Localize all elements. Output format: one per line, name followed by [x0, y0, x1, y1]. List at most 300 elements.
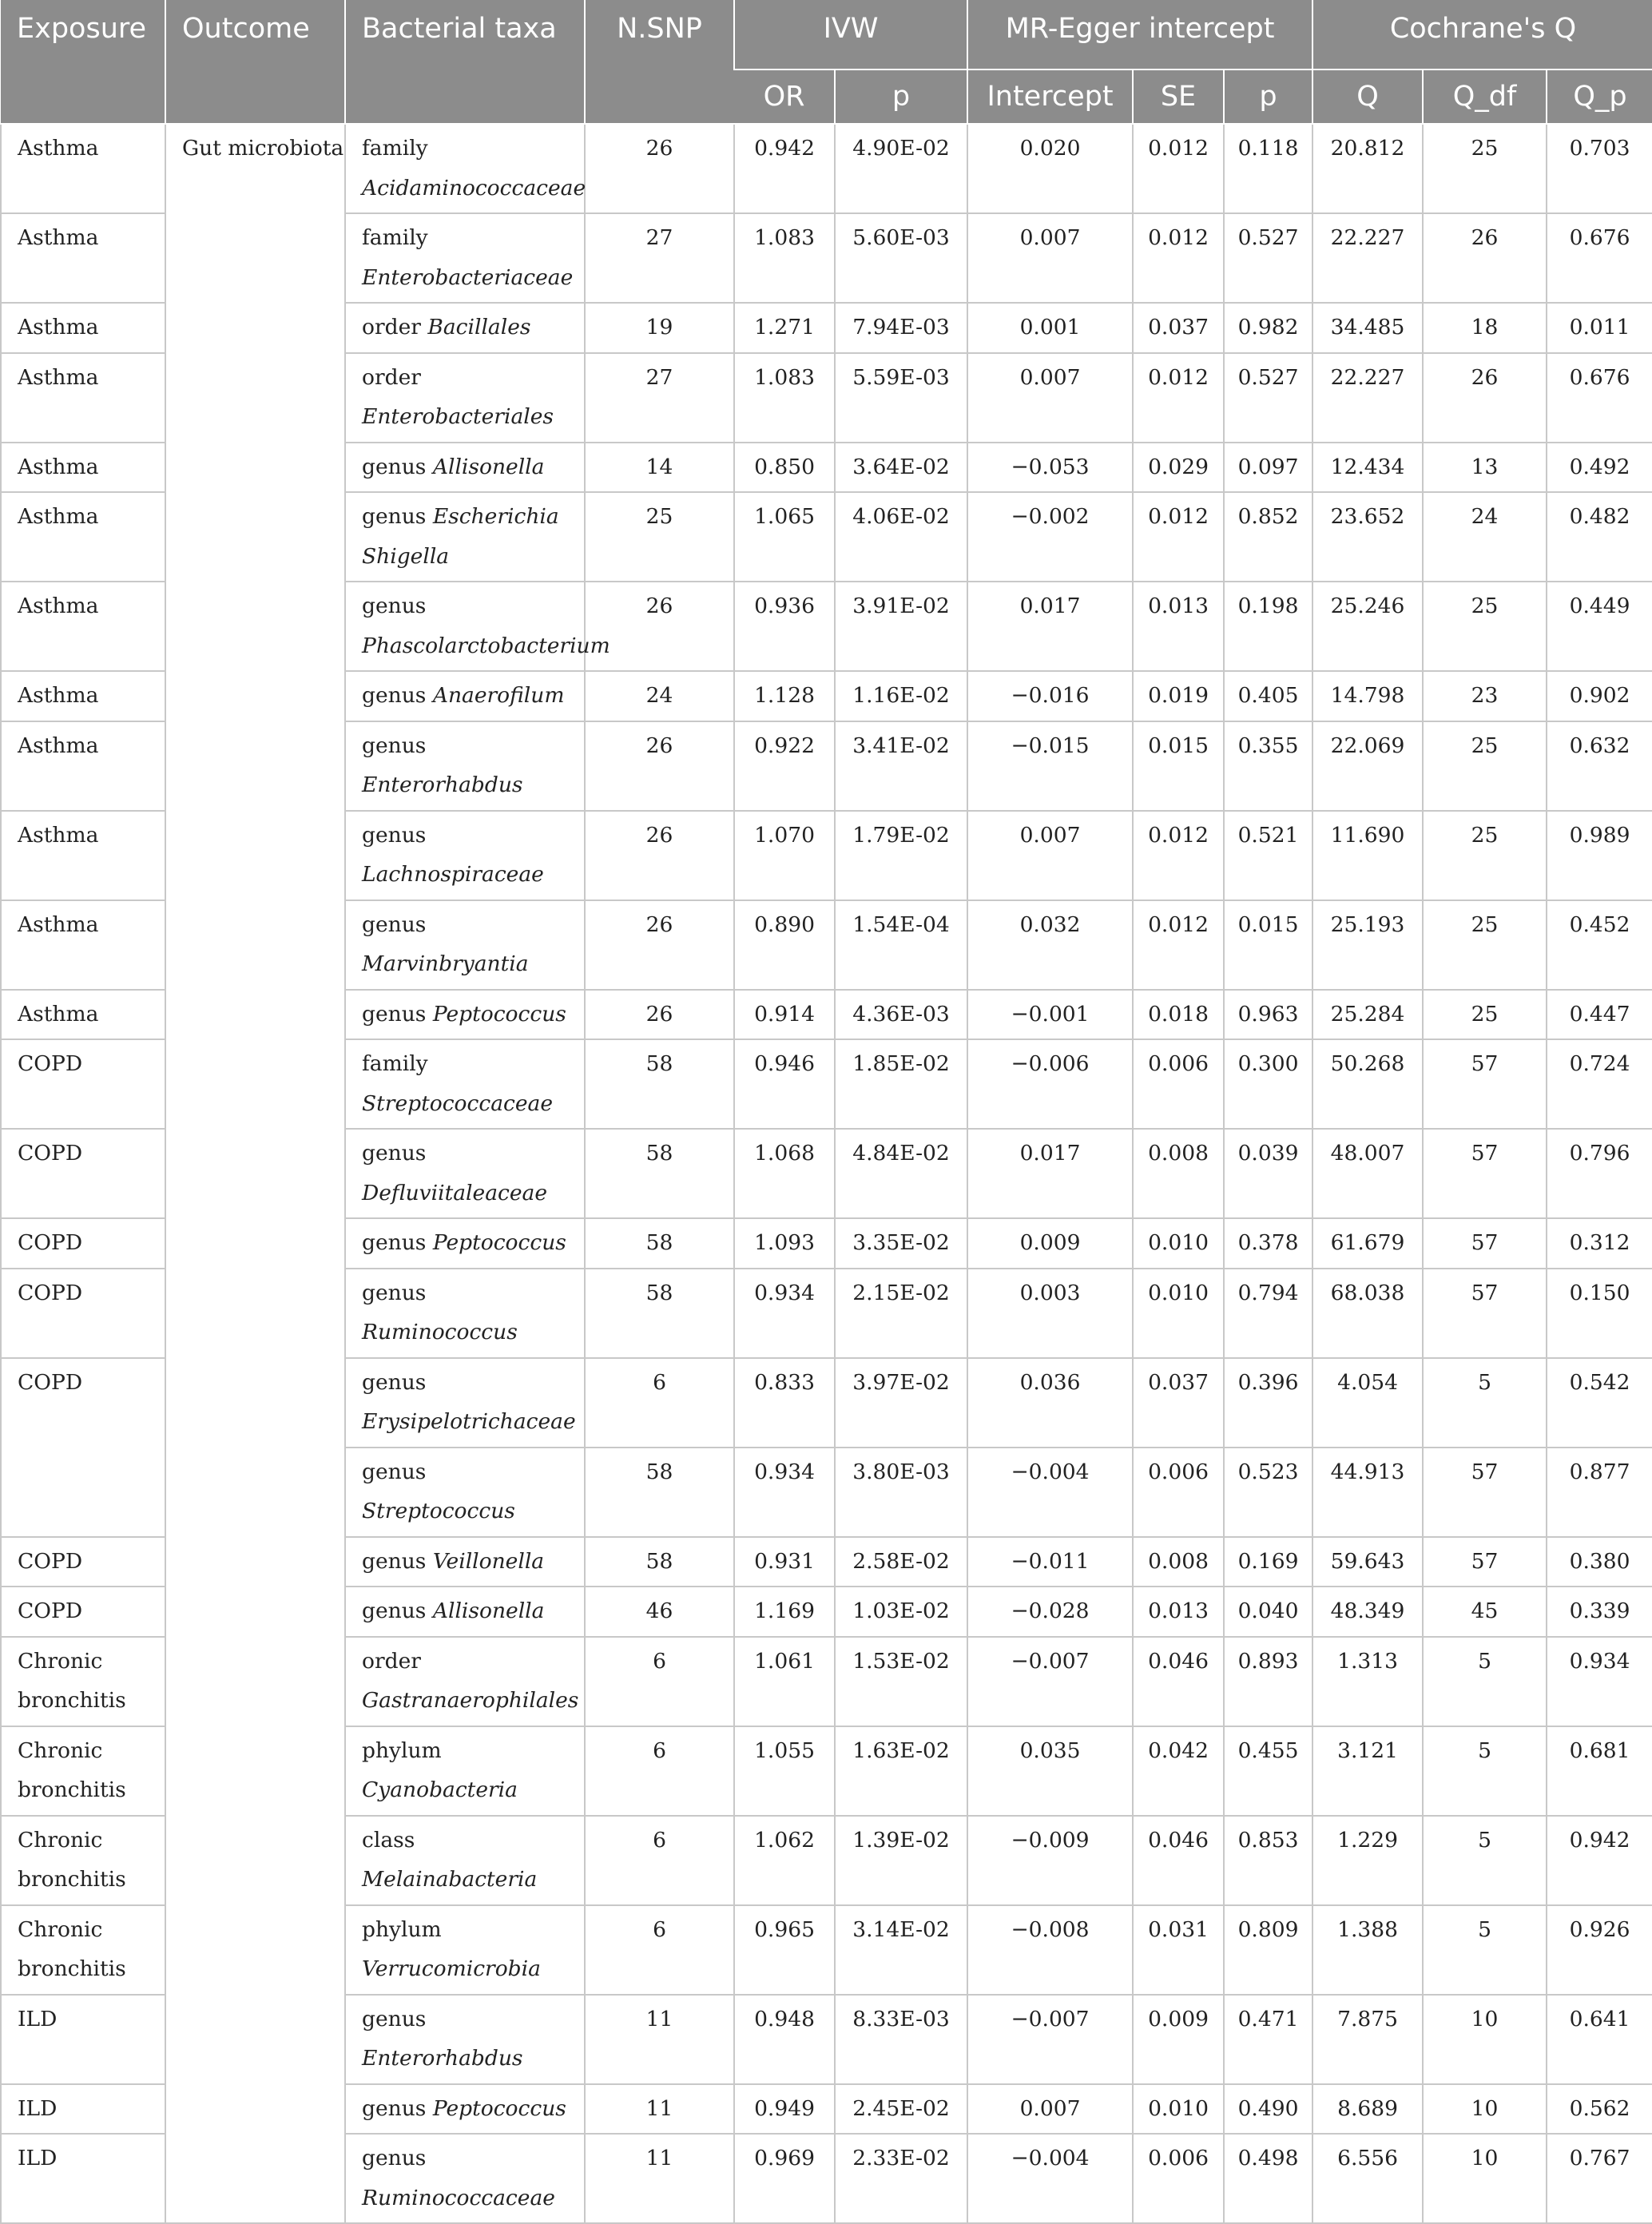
- ivw-p-cell: 2.45E-02: [835, 2084, 967, 2135]
- n-snp-cell: 6: [585, 1726, 734, 1816]
- ivw-p-cell: 4.90E-02: [835, 124, 967, 213]
- egger-p-cell: 0.527: [1224, 353, 1312, 443]
- q-p-cell: 0.011: [1547, 303, 1652, 353]
- ivw-p-cell: 1.39E-02: [835, 1816, 967, 1905]
- q-df-cell: 25: [1423, 721, 1547, 811]
- q-p-cell: 0.989: [1547, 811, 1652, 900]
- exposure-cell: COPD: [1, 1537, 165, 1587]
- intercept-cell: 0.035: [967, 1726, 1133, 1816]
- q-cell: 22.069: [1312, 721, 1423, 811]
- q-cell: 44.913: [1312, 1448, 1423, 1537]
- egger-p-cell: 0.809: [1224, 1905, 1312, 1995]
- taxon-rank: genus: [362, 1001, 427, 1027]
- q-df-cell: 5: [1423, 1816, 1547, 1905]
- or-cell: 1.093: [734, 1218, 835, 1269]
- se-cell: 0.046: [1133, 1816, 1224, 1905]
- taxon-name: Veillonella: [432, 1548, 545, 1574]
- intercept-cell: 0.007: [967, 811, 1133, 900]
- se-cell: 0.015: [1133, 721, 1224, 811]
- se-cell: 0.012: [1133, 124, 1224, 213]
- taxa-cell: [345, 1218, 585, 1269]
- header-ivw: IVW: [734, 0, 967, 70]
- q-p-cell: 0.452: [1547, 900, 1652, 990]
- ivw-p-cell: 1.03E-02: [835, 1587, 967, 1637]
- q-p-cell: 0.447: [1547, 990, 1652, 1040]
- q-p-cell: 0.681: [1547, 1726, 1652, 1816]
- egger-p-cell: 0.355: [1224, 721, 1312, 811]
- q-p-cell: 0.312: [1547, 1218, 1652, 1269]
- taxon-name: Verrucomicrobia: [362, 1956, 541, 1981]
- header-q-df: Q_df: [1423, 70, 1547, 124]
- n-snp-cell: 27: [585, 213, 734, 303]
- taxon-name: Escherichia Shigella: [362, 504, 559, 569]
- ivw-p-cell: 4.06E-02: [835, 492, 967, 582]
- egger-p-cell: 0.893: [1224, 1637, 1312, 1726]
- or-cell: 1.055: [734, 1726, 835, 1816]
- q-df-cell: 13: [1423, 443, 1547, 493]
- q-p-cell: 0.796: [1547, 1129, 1652, 1218]
- ivw-p-cell: 1.53E-02: [835, 1637, 967, 1726]
- q-p-cell: 0.150: [1547, 1269, 1652, 1358]
- se-cell: 0.046: [1133, 1637, 1224, 1726]
- se-cell: 0.012: [1133, 811, 1224, 900]
- or-cell: 1.083: [734, 213, 835, 303]
- se-cell: 0.006: [1133, 1039, 1224, 1129]
- egger-p-cell: 0.039: [1224, 1129, 1312, 1218]
- ivw-p-cell: 1.54E-04: [835, 900, 967, 990]
- q-df-cell: 10: [1423, 1995, 1547, 2084]
- q-df-cell: 25: [1423, 990, 1547, 1040]
- se-cell: 0.019: [1133, 671, 1224, 721]
- taxa-cell: [345, 1039, 585, 1129]
- or-cell: 0.922: [734, 721, 835, 811]
- exposure-cell: Chronic bronchitis: [1, 1726, 165, 1816]
- n-snp-cell: 11: [585, 1995, 734, 2084]
- taxa-cell: [345, 2134, 585, 2223]
- n-snp-cell: 26: [585, 811, 734, 900]
- exposure-cell: Asthma: [1, 900, 165, 990]
- se-cell: 0.010: [1133, 2084, 1224, 2135]
- header-n-snp: N.SNP: [585, 0, 734, 124]
- q-p-cell: 0.877: [1547, 1448, 1652, 1537]
- or-cell: 0.936: [734, 582, 835, 671]
- n-snp-cell: 26: [585, 990, 734, 1040]
- taxa-cell: [345, 990, 585, 1040]
- q-cell: 1.313: [1312, 1637, 1423, 1726]
- n-snp-cell: 26: [585, 582, 734, 671]
- header-mr-egger: MR-Egger intercept: [967, 0, 1312, 70]
- or-cell: 1.128: [734, 671, 835, 721]
- n-snp-cell: 6: [585, 1816, 734, 1905]
- q-cell: 1.388: [1312, 1905, 1423, 1995]
- exposure-cell: Asthma: [1, 303, 165, 353]
- q-df-cell: 25: [1423, 900, 1547, 990]
- q-cell: 3.121: [1312, 1726, 1423, 1816]
- egger-p-cell: 0.523: [1224, 1448, 1312, 1537]
- exposure-cell: COPD: [1, 1039, 165, 1129]
- intercept-cell: −0.006: [967, 1039, 1133, 1129]
- exposure-cell: Asthma: [1, 811, 165, 900]
- egger-p-cell: 0.378: [1224, 1218, 1312, 1269]
- egger-p-cell: 0.498: [1224, 2134, 1312, 2223]
- q-df-cell: 23: [1423, 671, 1547, 721]
- se-cell: 0.042: [1133, 1726, 1224, 1816]
- egger-p-cell: 0.521: [1224, 811, 1312, 900]
- intercept-cell: −0.016: [967, 671, 1133, 721]
- or-cell: 1.061: [734, 1637, 835, 1726]
- egger-p-cell: 0.490: [1224, 2084, 1312, 2135]
- egger-p-cell: 0.097: [1224, 443, 1312, 493]
- q-p-cell: 0.339: [1547, 1587, 1652, 1637]
- q-p-cell: 0.380: [1547, 1537, 1652, 1587]
- taxa-cell: [345, 1816, 585, 1905]
- taxon-rank: family: [362, 225, 428, 250]
- intercept-cell: 0.017: [967, 1129, 1133, 1218]
- taxon-rank: class: [362, 1827, 415, 1853]
- taxon-rank: order: [362, 364, 421, 390]
- q-df-cell: 10: [1423, 2084, 1547, 2135]
- exposure-cell: COPD: [1, 1358, 165, 1537]
- q-cell: 1.229: [1312, 1816, 1423, 1905]
- q-df-cell: 10: [1423, 2134, 1547, 2223]
- n-snp-cell: 24: [585, 671, 734, 721]
- egger-p-cell: 0.118: [1224, 124, 1312, 213]
- egger-p-cell: 0.982: [1224, 303, 1312, 353]
- taxa-cell: [345, 1269, 585, 1358]
- taxon-rank: genus: [362, 683, 427, 708]
- egger-p-cell: 0.169: [1224, 1537, 1312, 1587]
- exposure-cell: Chronic bronchitis: [1, 1816, 165, 1905]
- header-egger-p: p: [1224, 70, 1312, 124]
- se-cell: 0.009: [1133, 1995, 1224, 2084]
- se-cell: 0.018: [1133, 990, 1224, 1040]
- or-cell: 0.890: [734, 900, 835, 990]
- q-p-cell: 0.492: [1547, 443, 1652, 493]
- or-cell: 1.062: [734, 1816, 835, 1905]
- or-cell: 0.965: [734, 1905, 835, 1995]
- exposure-cell: Asthma: [1, 492, 165, 582]
- q-p-cell: 0.926: [1547, 1905, 1652, 1995]
- taxa-cell: [345, 1587, 585, 1637]
- or-cell: 1.083: [734, 353, 835, 443]
- q-cell: 25.284: [1312, 990, 1423, 1040]
- taxa-cell: [345, 443, 585, 493]
- se-cell: 0.008: [1133, 1537, 1224, 1587]
- taxon-name: Enterobacteriaceae: [362, 264, 574, 290]
- ivw-p-cell: 3.91E-02: [835, 582, 967, 671]
- intercept-cell: 0.009: [967, 1218, 1133, 1269]
- egger-p-cell: 0.300: [1224, 1039, 1312, 1129]
- n-snp-cell: 58: [585, 1537, 734, 1587]
- taxa-cell: [345, 1129, 585, 1218]
- or-cell: 0.934: [734, 1269, 835, 1358]
- ivw-p-cell: 5.59E-03: [835, 353, 967, 443]
- taxon-name: Marvinbryantia: [362, 951, 529, 976]
- ivw-p-cell: 3.41E-02: [835, 721, 967, 811]
- se-cell: 0.008: [1133, 1129, 1224, 1218]
- n-snp-cell: 11: [585, 2134, 734, 2223]
- egger-p-cell: 0.963: [1224, 990, 1312, 1040]
- q-cell: 48.349: [1312, 1587, 1423, 1637]
- header-q: Q: [1312, 70, 1423, 124]
- q-cell: 12.434: [1312, 443, 1423, 493]
- taxa-cell: [345, 1537, 585, 1587]
- taxon-name: Melainabacteria: [362, 1867, 538, 1892]
- q-p-cell: 0.542: [1547, 1358, 1652, 1448]
- n-snp-cell: 58: [585, 1129, 734, 1218]
- n-snp-cell: 58: [585, 1448, 734, 1537]
- ivw-p-cell: 1.79E-02: [835, 811, 967, 900]
- taxon-name: Ruminococcus: [362, 1320, 518, 1344]
- q-df-cell: 24: [1423, 492, 1547, 582]
- q-df-cell: 5: [1423, 1637, 1547, 1726]
- q-p-cell: 0.902: [1547, 671, 1652, 721]
- table-header: [1, 0, 1652, 124]
- taxon-rank: genus: [362, 504, 427, 529]
- ivw-p-cell: 8.33E-03: [835, 1995, 967, 2084]
- egger-p-cell: 0.015: [1224, 900, 1312, 990]
- intercept-cell: −0.007: [967, 1637, 1133, 1726]
- egger-p-cell: 0.040: [1224, 1587, 1312, 1637]
- ivw-p-cell: 1.85E-02: [835, 1039, 967, 1129]
- n-snp-cell: 46: [585, 1587, 734, 1637]
- ivw-p-cell: 5.60E-03: [835, 213, 967, 303]
- intercept-cell: 0.017: [967, 582, 1133, 671]
- exposure-cell: ILD: [1, 2134, 165, 2223]
- exposure-cell: Chronic bronchitis: [1, 1905, 165, 1995]
- intercept-cell: 0.036: [967, 1358, 1133, 1448]
- taxon-rank: order: [362, 315, 421, 340]
- taxon-name: Peptococcus: [432, 2095, 566, 2121]
- q-p-cell: 0.562: [1547, 2084, 1652, 2135]
- taxon-name: Peptococcus: [432, 1230, 566, 1255]
- q-df-cell: 26: [1423, 213, 1547, 303]
- taxon-rank: phylum: [362, 1738, 442, 1763]
- q-cell: 34.485: [1312, 303, 1423, 353]
- q-df-cell: 18: [1423, 303, 1547, 353]
- or-cell: 1.065: [734, 492, 835, 582]
- taxon-rank: genus: [362, 1280, 427, 1305]
- taxon-rank: genus: [362, 2146, 427, 2170]
- taxon-name: Erysipelotrichaceae: [362, 1409, 576, 1434]
- or-cell: 0.946: [734, 1039, 835, 1129]
- taxa-cell: [345, 811, 585, 900]
- se-cell: 0.031: [1133, 1905, 1224, 1995]
- n-snp-cell: 6: [585, 1905, 734, 1995]
- taxon-rank: genus: [362, 1230, 427, 1255]
- or-cell: 1.068: [734, 1129, 835, 1218]
- taxon-name: Phascolarctobacterium: [362, 633, 610, 658]
- se-cell: 0.010: [1133, 1218, 1224, 1269]
- exposure-cell: Asthma: [1, 124, 165, 213]
- intercept-cell: −0.028: [967, 1587, 1133, 1637]
- taxa-cell: [345, 1637, 585, 1726]
- q-df-cell: 57: [1423, 1448, 1547, 1537]
- or-cell: 1.070: [734, 811, 835, 900]
- exposure-cell: Asthma: [1, 671, 165, 721]
- taxa-cell: [345, 1726, 585, 1816]
- q-df-cell: 45: [1423, 1587, 1547, 1637]
- header-bacterial-taxa: Bacterial taxa: [345, 0, 585, 124]
- taxa-cell: [345, 124, 585, 213]
- taxon-rank: genus: [362, 1598, 427, 1623]
- header-se: SE: [1133, 70, 1224, 124]
- taxon-name: Bacillales: [427, 315, 531, 340]
- intercept-cell: −0.001: [967, 990, 1133, 1040]
- intercept-cell: 0.020: [967, 124, 1133, 213]
- q-p-cell: 0.482: [1547, 492, 1652, 582]
- taxon-name: Anaerofilum: [432, 683, 565, 708]
- exposure-cell: Asthma: [1, 582, 165, 671]
- q-cell: 4.054: [1312, 1358, 1423, 1448]
- taxa-cell: [345, 303, 585, 353]
- taxon-name: Gastranaerophilales: [362, 1688, 579, 1713]
- ivw-p-cell: 2.15E-02: [835, 1269, 967, 1358]
- taxon-rank: order: [362, 1648, 421, 1674]
- or-cell: 0.934: [734, 1448, 835, 1537]
- q-cell: 11.690: [1312, 811, 1423, 900]
- exposure-cell: COPD: [1, 1218, 165, 1269]
- q-cell: 61.679: [1312, 1218, 1423, 1269]
- ivw-p-cell: 7.94E-03: [835, 303, 967, 353]
- taxon-name: Enterorhabdus: [362, 2046, 523, 2071]
- q-df-cell: 5: [1423, 1358, 1547, 1448]
- q-cell: 50.268: [1312, 1039, 1423, 1129]
- taxa-cell: [345, 2084, 585, 2135]
- ivw-p-cell: 1.16E-02: [835, 671, 967, 721]
- egger-p-cell: 0.852: [1224, 492, 1312, 582]
- ivw-p-cell: 2.58E-02: [835, 1537, 967, 1587]
- n-snp-cell: 27: [585, 353, 734, 443]
- q-p-cell: 0.676: [1547, 353, 1652, 443]
- n-snp-cell: 25: [585, 492, 734, 582]
- q-p-cell: 0.632: [1547, 721, 1652, 811]
- taxon-rank: phylum: [362, 1916, 442, 1942]
- n-snp-cell: 11: [585, 2084, 734, 2135]
- se-cell: 0.037: [1133, 1358, 1224, 1448]
- q-df-cell: 25: [1423, 124, 1547, 213]
- ivw-p-cell: 3.35E-02: [835, 1218, 967, 1269]
- intercept-cell: −0.004: [967, 1448, 1133, 1537]
- q-p-cell: 0.703: [1547, 124, 1652, 213]
- taxon-name: Enterorhabdus: [362, 772, 523, 797]
- taxa-cell: [345, 721, 585, 811]
- intercept-cell: 0.007: [967, 213, 1133, 303]
- or-cell: 1.169: [734, 1587, 835, 1637]
- exposure-cell: Asthma: [1, 990, 165, 1040]
- taxon-rank: genus: [362, 822, 427, 848]
- taxon-name: Allisonella: [432, 454, 545, 479]
- ivw-p-cell: 3.97E-02: [835, 1358, 967, 1448]
- egger-p-cell: 0.455: [1224, 1726, 1312, 1816]
- taxon-name: Peptococcus: [432, 1001, 566, 1027]
- n-snp-cell: 6: [585, 1637, 734, 1726]
- taxon-rank: genus: [362, 1369, 427, 1395]
- q-cell: 14.798: [1312, 671, 1423, 721]
- n-snp-cell: 58: [585, 1269, 734, 1358]
- header-exposure: Exposure: [1, 0, 165, 124]
- q-cell: 6.556: [1312, 2134, 1423, 2223]
- or-cell: 0.914: [734, 990, 835, 1040]
- taxon-rank: genus: [362, 2095, 427, 2121]
- taxon-name: Acidaminococcaceae: [362, 175, 586, 201]
- or-cell: 0.833: [734, 1358, 835, 1448]
- n-snp-cell: 58: [585, 1039, 734, 1129]
- q-df-cell: 25: [1423, 811, 1547, 900]
- taxon-name: Ruminococcaceae: [362, 2185, 555, 2210]
- intercept-cell: −0.015: [967, 721, 1133, 811]
- or-cell: 1.271: [734, 303, 835, 353]
- taxon-name: Enterobacteriales: [362, 404, 554, 429]
- taxa-cell: [345, 1358, 585, 1448]
- se-cell: 0.037: [1133, 303, 1224, 353]
- exposure-cell: ILD: [1, 1995, 165, 2084]
- se-cell: 0.006: [1133, 1448, 1224, 1537]
- intercept-cell: 0.007: [967, 2084, 1133, 2135]
- intercept-cell: −0.011: [967, 1537, 1133, 1587]
- taxa-cell: [345, 900, 585, 990]
- taxa-cell: [345, 1995, 585, 2084]
- q-cell: 8.689: [1312, 2084, 1423, 2135]
- se-cell: 0.013: [1133, 1587, 1224, 1637]
- egger-p-cell: 0.794: [1224, 1269, 1312, 1358]
- se-cell: 0.010: [1133, 1269, 1224, 1358]
- or-cell: 0.948: [734, 1995, 835, 2084]
- n-snp-cell: 26: [585, 124, 734, 213]
- taxon-rank: genus: [362, 911, 427, 937]
- exposure-cell: COPD: [1, 1269, 165, 1358]
- or-cell: 0.931: [734, 1537, 835, 1587]
- taxon-rank: genus: [362, 594, 427, 618]
- egger-p-cell: 0.405: [1224, 671, 1312, 721]
- n-snp-cell: 6: [585, 1358, 734, 1448]
- taxon-name: Cyanobacteria: [362, 1777, 518, 1802]
- exposure-cell: Asthma: [1, 353, 165, 443]
- taxon-rank: genus: [362, 1141, 427, 1166]
- egger-p-cell: 0.396: [1224, 1358, 1312, 1448]
- intercept-cell: −0.008: [967, 1905, 1133, 1995]
- header-intercept: Intercept: [967, 70, 1133, 124]
- intercept-cell: 0.001: [967, 303, 1133, 353]
- table-body: [1, 124, 1652, 2223]
- taxon-name: Defluviitaleaceae: [362, 1180, 548, 1205]
- taxon-rank: family: [362, 136, 428, 161]
- se-cell: 0.013: [1133, 582, 1224, 671]
- taxon-rank: genus: [362, 1548, 427, 1574]
- q-p-cell: 0.767: [1547, 2134, 1652, 2223]
- taxon-name: Allisonella: [432, 1598, 545, 1623]
- n-snp-cell: 58: [585, 1218, 734, 1269]
- exposure-cell: ILD: [1, 2084, 165, 2135]
- taxa-cell: [345, 582, 610, 671]
- exposure-cell: COPD: [1, 1129, 165, 1218]
- se-cell: 0.012: [1133, 492, 1224, 582]
- se-cell: 0.012: [1133, 213, 1224, 303]
- intercept-cell: −0.002: [967, 492, 1133, 582]
- ivw-p-cell: 4.84E-02: [835, 1129, 967, 1218]
- n-snp-cell: 19: [585, 303, 734, 353]
- ivw-p-cell: 2.33E-02: [835, 2134, 967, 2223]
- q-cell: 7.875: [1312, 1995, 1423, 2084]
- taxa-cell: [345, 213, 585, 303]
- q-cell: 25.193: [1312, 900, 1423, 990]
- q-df-cell: 57: [1423, 1129, 1547, 1218]
- ivw-p-cell: 3.14E-02: [835, 1905, 967, 1995]
- or-cell: 0.850: [734, 443, 835, 493]
- q-df-cell: 57: [1423, 1269, 1547, 1358]
- se-cell: 0.006: [1133, 2134, 1224, 2223]
- q-cell: 23.652: [1312, 492, 1423, 582]
